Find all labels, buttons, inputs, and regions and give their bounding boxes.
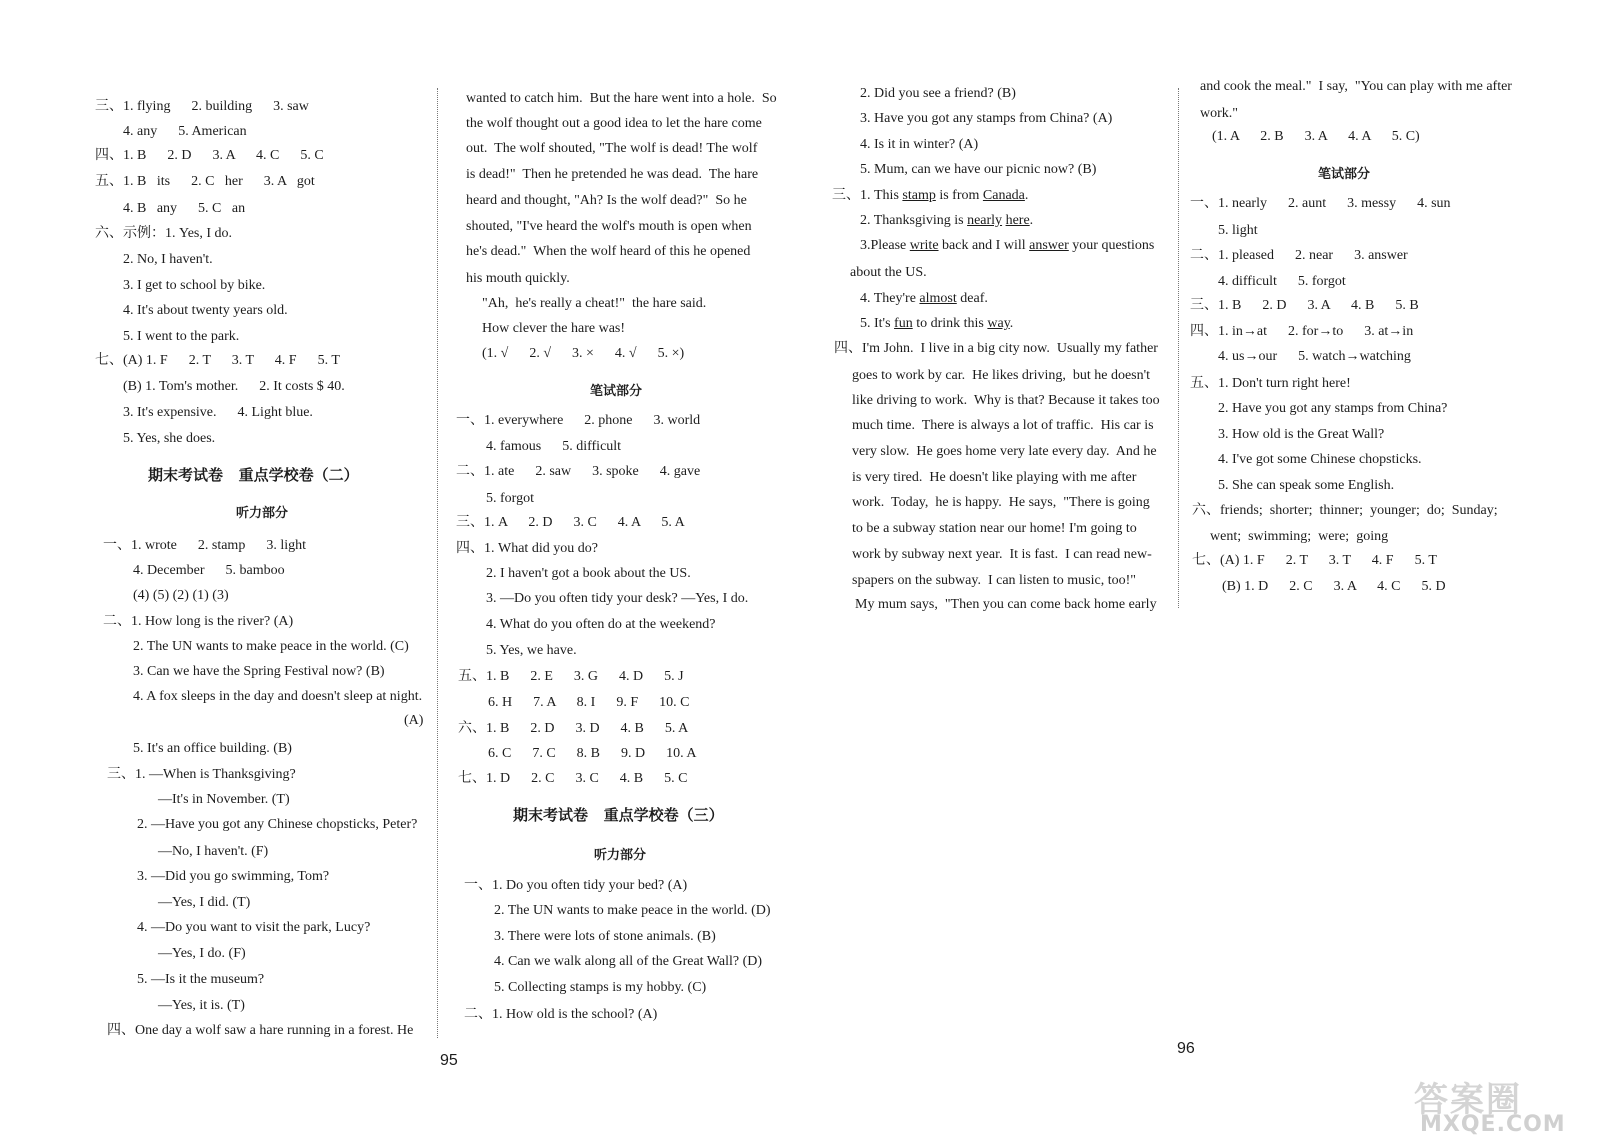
answer-line: 四、1. in→at 2. for→to 3. at→in [1190,324,1414,339]
passage-line: My mum says, "Then you can come back home early [855,597,1157,612]
answer-line: 5. Yes, she does. [123,431,216,446]
passage-line: 四、I'm John. I live in a big city now. Usually my father [834,341,1158,356]
watermark-logo [1414,1072,1592,1138]
text: 4. They're [860,291,920,306]
story-line: he's dead." When the wolf heard of this he opened [466,244,751,259]
answer-line: 5. Collecting stamps is my hobby. (C) [494,980,707,995]
column-divider [437,88,438,1038]
answer-line [860,290,988,308]
text: back and I will [938,238,1030,253]
answer-line: 4. B any 5. C an [123,201,246,216]
answer-line: 二、1. ate 2. saw 3. spoke 4. gave [456,464,701,479]
story-line: How clever the hare was! [482,321,626,336]
answer-line: 4. difficult 5. forgot [1218,274,1346,289]
text: . [1009,316,1014,331]
text: . [1024,188,1029,203]
passage-line: work. Today, he is happy. He says, "There is going [852,495,1150,510]
answer-line: 六、1. B 2. D 3. D 4. B 5. A [458,721,689,736]
answer-line: (B) 1. D 2. C 3. A 4. C 5. D [1222,579,1446,594]
answer-line: 6. H 7. A 8. I 9. F 10. C [488,695,690,710]
section-title: 期末考试卷 重点学校卷（二） [148,466,359,484]
answer-line: 2. No, I haven't. [123,252,213,267]
passage-line: is very tired. He doesn't like playing with me after [852,470,1137,485]
text: 2. Thanksgiving is [860,213,968,228]
answer-line [860,315,1013,333]
section-subtitle: 听力部分 [236,506,289,521]
watermark-url: MXQE.COM [1420,1112,1566,1137]
answer-line: 一、1. Do you often tidy your bed? (A) [464,878,688,893]
text: deaf. [956,291,988,306]
passage-line: work." [1200,106,1238,121]
answer-line: 2. Did you see a friend? (B) [860,86,1016,101]
answer-line: 三、1. A 2. D 3. C 4. A 5. A [456,515,685,530]
answer-line: 4. What do you often do at the weekend? [486,617,716,632]
answer-line: —No, I haven't. (F) [158,844,269,859]
answer-line: 六、friends; shorter; thinner; younger; do; Sunday; [1192,503,1498,518]
story-line: out. The wolf shouted, "The wolf is dead! The wolf [466,141,758,156]
answer-line: went; swimming; were; going [1210,529,1389,544]
column-divider [1178,88,1179,608]
text: is from [935,188,983,203]
text: 三、1. This [832,188,903,203]
answer-line: 3. Have you got any stamps from China? (A) [860,111,1113,126]
answer-line: 6. C 7. C 8. B 9. D 10. A [488,746,697,761]
underlined-word: write [909,238,939,253]
underlined-word: almost [919,291,957,306]
underlined-word: fun [894,316,913,331]
passage-line: work by subway next year. It is fast. I can read new- [852,547,1152,562]
answer-line [860,212,1033,230]
section-title: 期末考试卷 重点学校卷（三） [513,806,724,824]
answer-line: (A) [404,713,424,728]
answer-line: 三、1. B 2. D 3. A 4. B 5. B [1190,298,1419,313]
answer-line: 2. Have you got any stamps from China? [1218,401,1448,416]
answer-line: —Yes, I did. (T) [158,895,251,910]
answer-line: 七、1. D 2. C 3. C 4. B 5. C [458,771,688,786]
answer-line: 3. Can we have the Spring Festival now? (B) [133,664,385,679]
answer-line: (4) (5) (2) (1) (3) [133,588,229,603]
passage-line: spapers on the subway. I can listen to music, too!" [852,573,1136,588]
answer-line: 四、1. B 2. D 3. A 4. C 5. C [95,148,324,163]
answer-line: 2. The UN wants to make peace in the world. (D) [494,903,771,918]
page-number: 95 [440,1052,458,1069]
answer-line: 2. —Have you got any Chinese chopsticks, Peter? [137,817,418,832]
passage-line: very slow. He goes home very late every day. And he [852,444,1157,459]
answer-line: 5. She can speak some English. [1218,478,1395,493]
answer-line: —It's in November. (T) [158,792,290,807]
answer-line: (B) 1. Tom's mother. 2. It costs $ 40. [123,379,345,394]
answer-line: 5. forgot [486,491,534,506]
passage-line: like driving to work. Why is that? Because it takes too [852,393,1160,408]
section-subtitle: 笔试部分 [1318,167,1371,182]
answer-line: 4. It's about twenty years old. [123,303,288,318]
answer-line: 六、示例：1. Yes, I do. [95,226,233,241]
answer-line: 4. any 5. American [123,124,247,139]
answer-line: 5. It's an office building. (B) [133,741,292,756]
passage-line: and cook the meal." I say, "You can play with me after [1200,79,1512,94]
answer-line: 4. Is it in winter? (A) [860,137,979,152]
answer-line: 3. —Did you go swimming, Tom? [137,869,330,884]
answer-line: 七、(A) 1. F 2. T 3. T 4. F 5. T [1192,553,1437,568]
underlined-word: stamp [902,188,936,203]
passage-line: goes to work by car. He likes driving, but he doesn't [852,368,1151,383]
answer-line: 五、1. B its 2. C her 3. A got [95,174,315,189]
answer-line: 3. I get to school by bike. [123,278,266,293]
watermark-text: 答案圈 [1414,1080,1522,1120]
answer-line: 3. It's expensive. 4. Light blue. [123,405,313,420]
underlined-word: nearly [967,213,1003,228]
text: to drink this [912,316,988,331]
text: . [1029,213,1034,228]
answer-line: 3. —Do you often tidy your desk? —Yes, I do. [486,591,749,606]
answer-line: (1. A 2. B 3. A 4. A 5. C) [1212,129,1420,144]
answer-line: —Yes, it is. (T) [158,998,245,1013]
story-line: is dead!" Then he pretended he was dead. The hare [466,167,759,182]
answer-line: 3. There were lots of stone animals. (B) [494,929,716,944]
answer-line: 一、1. nearly 2. aunt 3. messy 4. sun [1190,196,1451,211]
underlined-word: way [987,316,1010,331]
underlined-word: answer [1029,238,1069,253]
answer-line: 三、1. —When is Thanksgiving? [107,767,296,782]
answer-line: 五、1. Don't turn right here! [1190,376,1351,391]
text: 5. It's [860,316,895,331]
answer-line: 3. How old is the Great Wall? [1218,427,1385,442]
answer-line: 4. —Do you want to visit the park, Lucy? [137,920,371,935]
answer-line: 一、1. wrote 2. stamp 3. light [103,538,306,553]
text: your questions [1068,238,1155,253]
section-subtitle: 听力部分 [594,848,647,863]
answer-line: 2. The UN wants to make peace in the world. (C) [133,639,409,654]
answer-line: 四、One day a wolf saw a hare running in a forest. He [107,1023,414,1038]
answer-line: 5. —Is it the museum? [137,972,265,987]
answer-line: 5. Mum, can we have our picnic now? (B) [860,162,1097,177]
answer-line: about the US. [850,265,927,280]
passage-line: much time. There is always a lot of traffic. His car is [852,418,1154,433]
answer-line: 五、1. B 2. E 3. G 4. D 5. J [458,669,684,684]
answer-line: 4. A fox sleeps in the day and doesn't sleep at night. [133,689,423,704]
answer-line: 二、1. How long is the river? (A) [103,614,294,629]
answer-line: 4. famous 5. difficult [486,439,622,454]
answer-line: 七、(A) 1. F 2. T 3. T 4. F 5. T [95,353,340,368]
story-line: heard and thought, "Ah? Is the wolf dead?" So he [466,193,747,208]
story-line: the wolf thought out a good idea to let the hare come [466,116,762,131]
answer-line: 4. us→our 5. watch→watching [1218,349,1411,364]
answer-line: 四、1. What did you do? [456,541,598,556]
answer-line: 二、1. pleased 2. near 3. answer [1190,248,1408,263]
underlined-word: here [1005,213,1030,228]
story-line: "Ah, he's really a cheat!" the hare said. [482,296,707,311]
answer-line: 二、1. How old is the school? (A) [464,1007,658,1022]
answer-line: 4. December 5. bamboo [133,563,285,578]
passage-line: to be a subway station near our home! I'm going to [852,521,1137,536]
section-subtitle: 笔试部分 [590,384,643,399]
underlined-word: Canada [982,188,1025,203]
answer-line: 5. light [1218,223,1258,238]
answer-line: 5. Yes, we have. [486,643,577,658]
answer-line: —Yes, I do. (F) [158,946,246,961]
answer-line: (1. √ 2. √ 3. × 4. √ 5. ×) [482,346,685,361]
answer-line: 三、1. flying 2. building 3. saw [95,99,309,114]
answer-line: 5. I went to the park. [123,329,240,344]
answer-line: 2. I haven't got a book about the US. [486,566,691,581]
answer-line [832,187,1028,205]
story-line: his mouth quickly. [466,271,570,286]
story-line: wanted to catch him. But the hare went into a hole. So [466,91,777,106]
text: 3.Please [860,238,910,253]
story-line: shouted, "I've heard the wolf's mouth is open when [466,219,752,234]
page-number: 96 [1177,1040,1195,1057]
answer-line: 一、1. everywhere 2. phone 3. world [456,413,701,428]
answer-line: 4. Can we walk along all of the Great Wall? (D) [494,954,763,969]
answer-line [860,237,1154,255]
answer-line: 4. I've got some Chinese chopsticks. [1218,452,1422,467]
